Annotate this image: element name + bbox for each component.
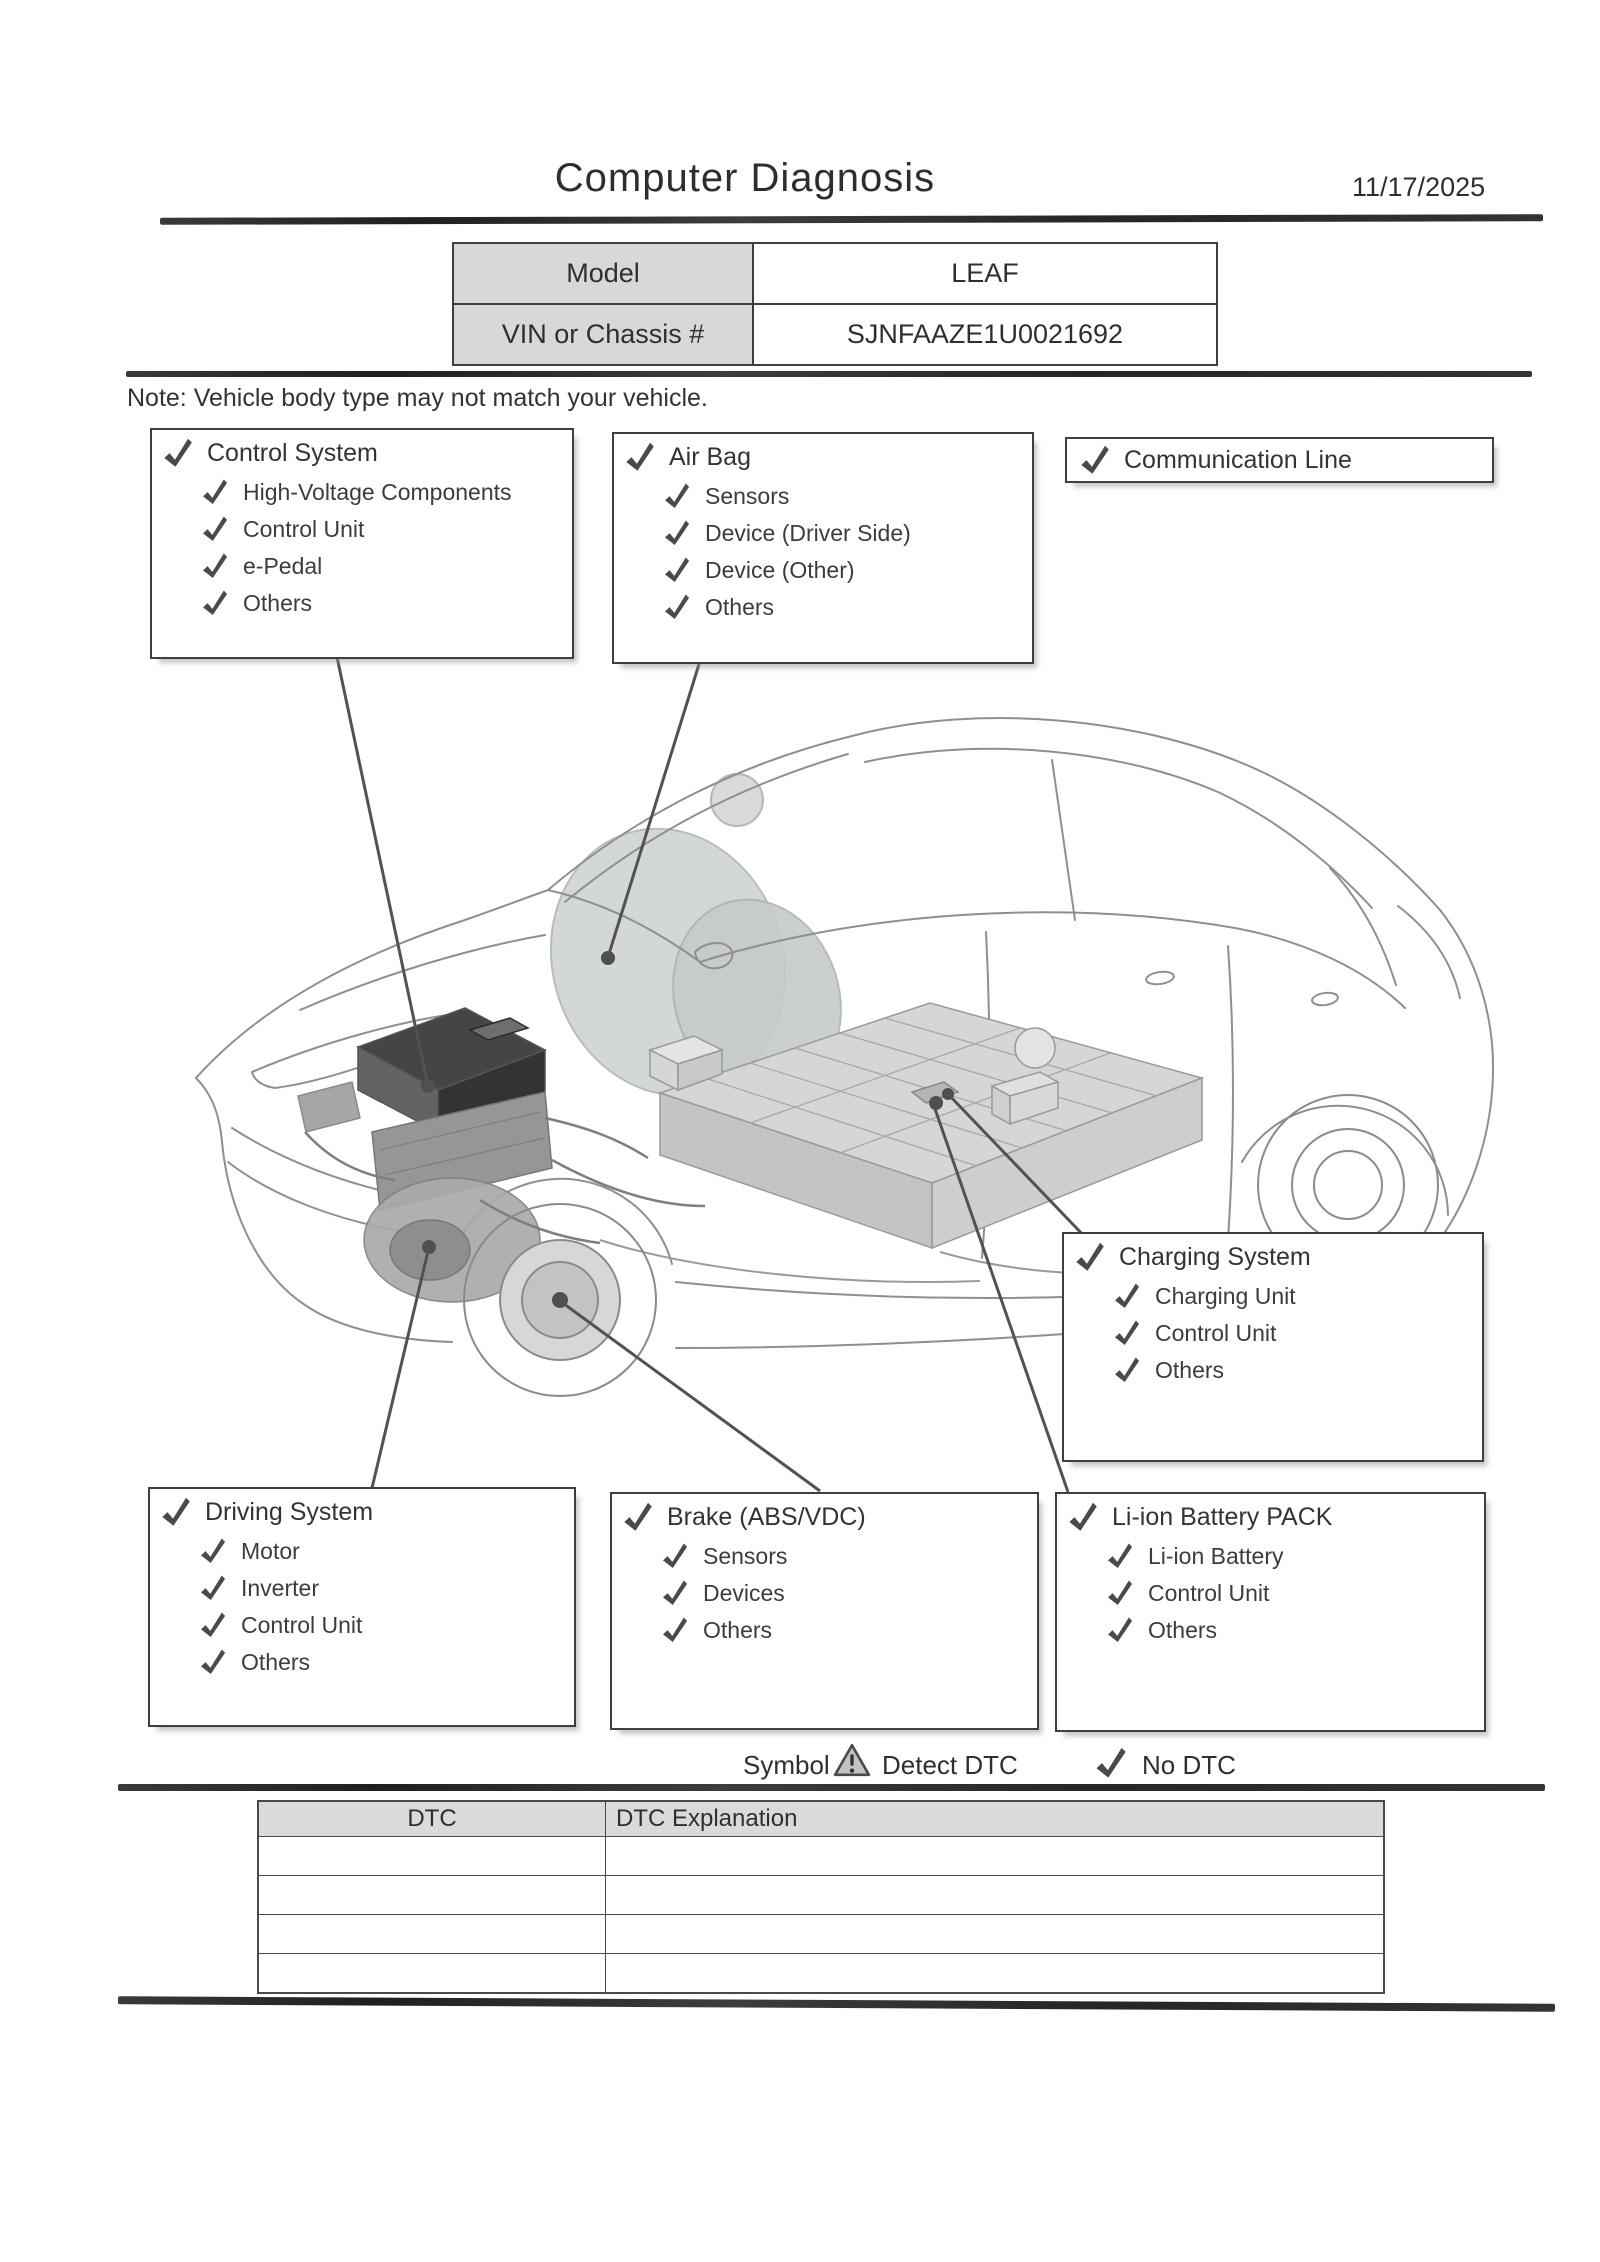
check-icon bbox=[195, 1536, 231, 1566]
system-box-title: Driving System bbox=[205, 1497, 374, 1526]
system-box-brake bbox=[610, 1492, 1039, 1730]
dtc-column-header: DTC bbox=[258, 1801, 606, 1837]
system-box-air-bag bbox=[612, 432, 1034, 664]
dtc-table-header-row bbox=[258, 1801, 1384, 1837]
system-box-charging-system bbox=[1062, 1232, 1484, 1462]
check-icon bbox=[195, 1647, 231, 1677]
check-icon bbox=[1062, 1500, 1104, 1535]
check-icon bbox=[197, 588, 233, 618]
check-icon bbox=[197, 514, 233, 544]
vin-value: SJNFAAZE1U0021692 bbox=[753, 304, 1217, 365]
check-icon bbox=[1109, 1281, 1145, 1311]
dtc-cell bbox=[258, 1954, 606, 1994]
system-item-label: Device (Other) bbox=[705, 556, 855, 583]
system-item-label: Others bbox=[705, 593, 775, 620]
system-item-label: Control Unit bbox=[243, 515, 365, 542]
symbol-label: Symbol bbox=[743, 1750, 830, 1780]
divider-rule bbox=[118, 1996, 1555, 2012]
check-icon bbox=[1102, 1615, 1138, 1645]
check-icon bbox=[657, 1578, 693, 1608]
system-box-title: Li-ion Battery PACK bbox=[1112, 1502, 1333, 1531]
check-icon bbox=[1102, 1578, 1138, 1608]
check-icon bbox=[1109, 1355, 1145, 1385]
system-item-label: Control Unit bbox=[1148, 1579, 1270, 1606]
dtc-explanation-cell bbox=[606, 1954, 1385, 1994]
check-icon bbox=[1109, 1318, 1145, 1348]
system-item-label: Others bbox=[703, 1616, 773, 1643]
system-item-label: Sensors bbox=[703, 1542, 788, 1569]
system-box-title: Charging System bbox=[1119, 1242, 1311, 1271]
check-icon bbox=[157, 436, 199, 471]
model-label: Model bbox=[453, 243, 753, 304]
check-icon bbox=[619, 440, 661, 475]
vin-label: VIN or Chassis # bbox=[453, 304, 753, 365]
system-item-label: Control Unit bbox=[241, 1611, 363, 1638]
system-box-driving-system bbox=[148, 1487, 576, 1727]
check-icon bbox=[659, 481, 695, 511]
system-item-label: Inverter bbox=[241, 1574, 319, 1601]
warning-triangle-icon bbox=[833, 1742, 871, 1778]
table-row bbox=[258, 1837, 1384, 1876]
dtc-cell bbox=[258, 1837, 606, 1876]
check-icon bbox=[617, 1500, 659, 1535]
check-icon bbox=[1102, 1541, 1138, 1571]
check-icon bbox=[195, 1610, 231, 1640]
system-item-label: Devices bbox=[703, 1579, 785, 1606]
no-dtc-label: No DTC bbox=[1142, 1750, 1236, 1780]
system-item-label: Li-ion Battery bbox=[1148, 1542, 1284, 1569]
table-row bbox=[258, 1876, 1384, 1915]
system-item-label: Others bbox=[241, 1648, 311, 1675]
system-item-label: High-Voltage Components bbox=[243, 478, 512, 505]
report-date: 11/17/2025 bbox=[1352, 172, 1486, 202]
symbol-legend bbox=[0, 1738, 1600, 1790]
system-item-label: Motor bbox=[241, 1537, 300, 1564]
system-box-title: Communication Line bbox=[1124, 445, 1352, 474]
check-icon bbox=[197, 477, 233, 507]
system-box-title: Air Bag bbox=[669, 442, 751, 471]
divider-rule bbox=[160, 214, 1543, 225]
system-item-label: Others bbox=[1155, 1356, 1225, 1383]
detect-dtc-label: Detect DTC bbox=[882, 1750, 1018, 1780]
dtc-table bbox=[257, 1800, 1385, 1994]
table-row bbox=[453, 304, 1217, 365]
system-item-label: Control Unit bbox=[1155, 1319, 1277, 1346]
front-wheel bbox=[464, 1204, 656, 1396]
table-row bbox=[258, 1915, 1384, 1954]
no-dtc-check-icon bbox=[1089, 1745, 1133, 1782]
system-box-li-ion-battery-pack bbox=[1055, 1492, 1486, 1732]
system-box-control-system bbox=[150, 428, 574, 659]
dtc-cell bbox=[258, 1876, 606, 1915]
page-title: Computer Diagnosis bbox=[554, 156, 936, 200]
dtc-explanation-cell bbox=[606, 1837, 1385, 1876]
table-row bbox=[453, 243, 1217, 304]
system-item-label: Charging Unit bbox=[1155, 1282, 1296, 1309]
check-icon bbox=[659, 555, 695, 585]
dtc-explanation-cell bbox=[606, 1876, 1385, 1915]
check-icon bbox=[657, 1541, 693, 1571]
system-box-title: Control System bbox=[207, 438, 378, 467]
check-icon bbox=[659, 518, 695, 548]
check-icon bbox=[195, 1573, 231, 1603]
system-item-label: Device (Driver Side) bbox=[705, 519, 911, 546]
system-item-label: Others bbox=[1148, 1616, 1218, 1643]
dtc-cell bbox=[258, 1915, 606, 1954]
check-icon bbox=[1074, 443, 1116, 478]
check-icon bbox=[197, 551, 233, 581]
table-row bbox=[258, 1954, 1384, 1994]
dtc-explanation-cell bbox=[606, 1915, 1385, 1954]
check-icon bbox=[155, 1495, 197, 1530]
check-icon bbox=[1069, 1240, 1111, 1275]
dtc-explanation-column-header: DTC Explanation bbox=[606, 1801, 1385, 1837]
divider-rule bbox=[118, 1784, 1545, 1791]
divider-rule bbox=[126, 371, 1532, 377]
body-type-note: Note: Vehicle body type may not match your vehicle. bbox=[127, 384, 708, 412]
vehicle-info-table bbox=[452, 242, 1218, 366]
system-box-title: Brake (ABS/VDC) bbox=[667, 1502, 866, 1531]
system-item-label: Others bbox=[243, 589, 313, 616]
system-item-label: e-Pedal bbox=[243, 552, 323, 579]
check-icon bbox=[659, 592, 695, 622]
check-icon bbox=[657, 1615, 693, 1645]
system-box-communication-line bbox=[1065, 437, 1494, 483]
system-item-label: Sensors bbox=[705, 482, 790, 509]
model-value: LEAF bbox=[753, 243, 1217, 304]
